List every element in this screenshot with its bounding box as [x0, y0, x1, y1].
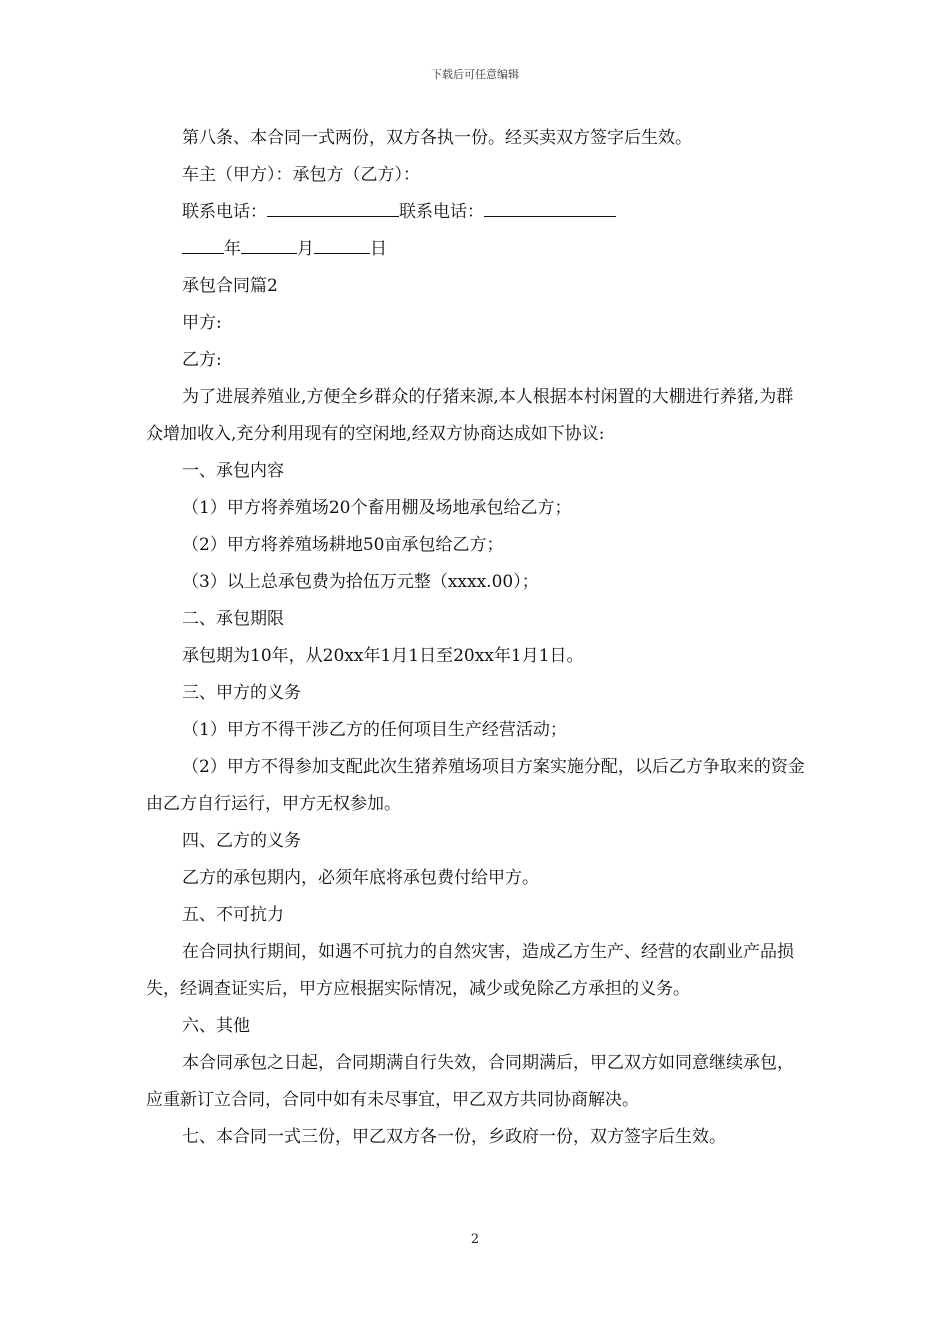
heading: 二、承包期限 — [182, 609, 284, 629]
page-number: 2 — [470, 1232, 480, 1247]
paragraph: （1）甲方将养殖场20个畜用棚及场地承包给乙方； — [182, 498, 572, 518]
heading: 四、乙方的义务 — [182, 831, 301, 851]
heading: 五、不可抗力 — [182, 905, 284, 925]
paragraph: 为了进展养殖业,方便全乡群众的仔猪来源,本人根据本村闲置的大棚进行养猪,为群众增加收入,充分利用现有的空闲地,经双方协商达成如下协议: — [146, 387, 794, 444]
year-blank[interactable] — [182, 231, 224, 254]
day-label: 日 — [370, 239, 387, 259]
day-blank[interactable] — [314, 231, 370, 254]
phone-label-a: 联系电话： — [182, 202, 267, 222]
heading: 一、承包内容 — [182, 461, 284, 481]
heading: 六、其他 — [182, 1016, 250, 1036]
paragraph: 本合同承包之日起，合同期满自行失效，合同期满后，甲乙双方如同意继续承包，应重新订立合同，合同中如有未尽事宜，甲乙双方共同协商解决。 — [146, 1053, 794, 1110]
paragraph: 乙方的承包期内，必须年底将承包费付给甲方。 — [182, 868, 539, 888]
phone-label-b: 联系电话： — [399, 202, 484, 222]
month-blank[interactable] — [241, 231, 297, 254]
paragraph: （1）甲方不得干涉乙方的任何项目生产经营活动； — [182, 720, 567, 740]
paragraph: （2）甲方不得参加支配此次生猪养殖场项目方案实施分配，以后乙方争取来的资金由乙方自行运行，甲方无权参加。 — [146, 757, 805, 814]
document-body — [146, 120, 808, 1156]
year-label: 年 — [224, 239, 241, 259]
phone-blank-b[interactable] — [484, 194, 616, 217]
heading: 三、甲方的义务 — [182, 683, 301, 703]
phone-line — [146, 194, 808, 231]
section-title: 承包合同篇2 — [182, 276, 278, 296]
paragraph: （3）以上总承包费为拾伍万元整（xxxx.00）； — [182, 572, 539, 592]
paragraph: 车主（甲方）：承包方（乙方）： — [182, 165, 420, 185]
party-b: 乙方: — [182, 350, 222, 370]
month-label: 月 — [297, 239, 314, 259]
paragraph: （2）甲方将养殖场耕地50亩承包给乙方； — [182, 535, 504, 555]
paragraph: 在合同执行期间，如遇不可抗力的自然灾害，造成乙方生产、经营的农副业产品损失，经调查证实后，甲方应根据实际情况，减少或免除乙方承担的义务。 — [146, 942, 794, 999]
page-header: 下载后可任意编辑 — [431, 68, 519, 81]
date-line — [146, 231, 808, 268]
party-a: 甲方: — [182, 313, 222, 333]
paragraph: 承包期为10年，从20xx年1月1日至20xx年1月1日。 — [182, 646, 584, 666]
paragraph: 第八条、本合同一式两份，双方各执一份。经买卖双方签字后生效。 — [182, 128, 692, 148]
paragraph: 七、本合同一式三份，甲乙双方各一份，乡政府一份，双方签字后生效。 — [182, 1127, 726, 1147]
phone-blank-a[interactable] — [267, 194, 399, 217]
